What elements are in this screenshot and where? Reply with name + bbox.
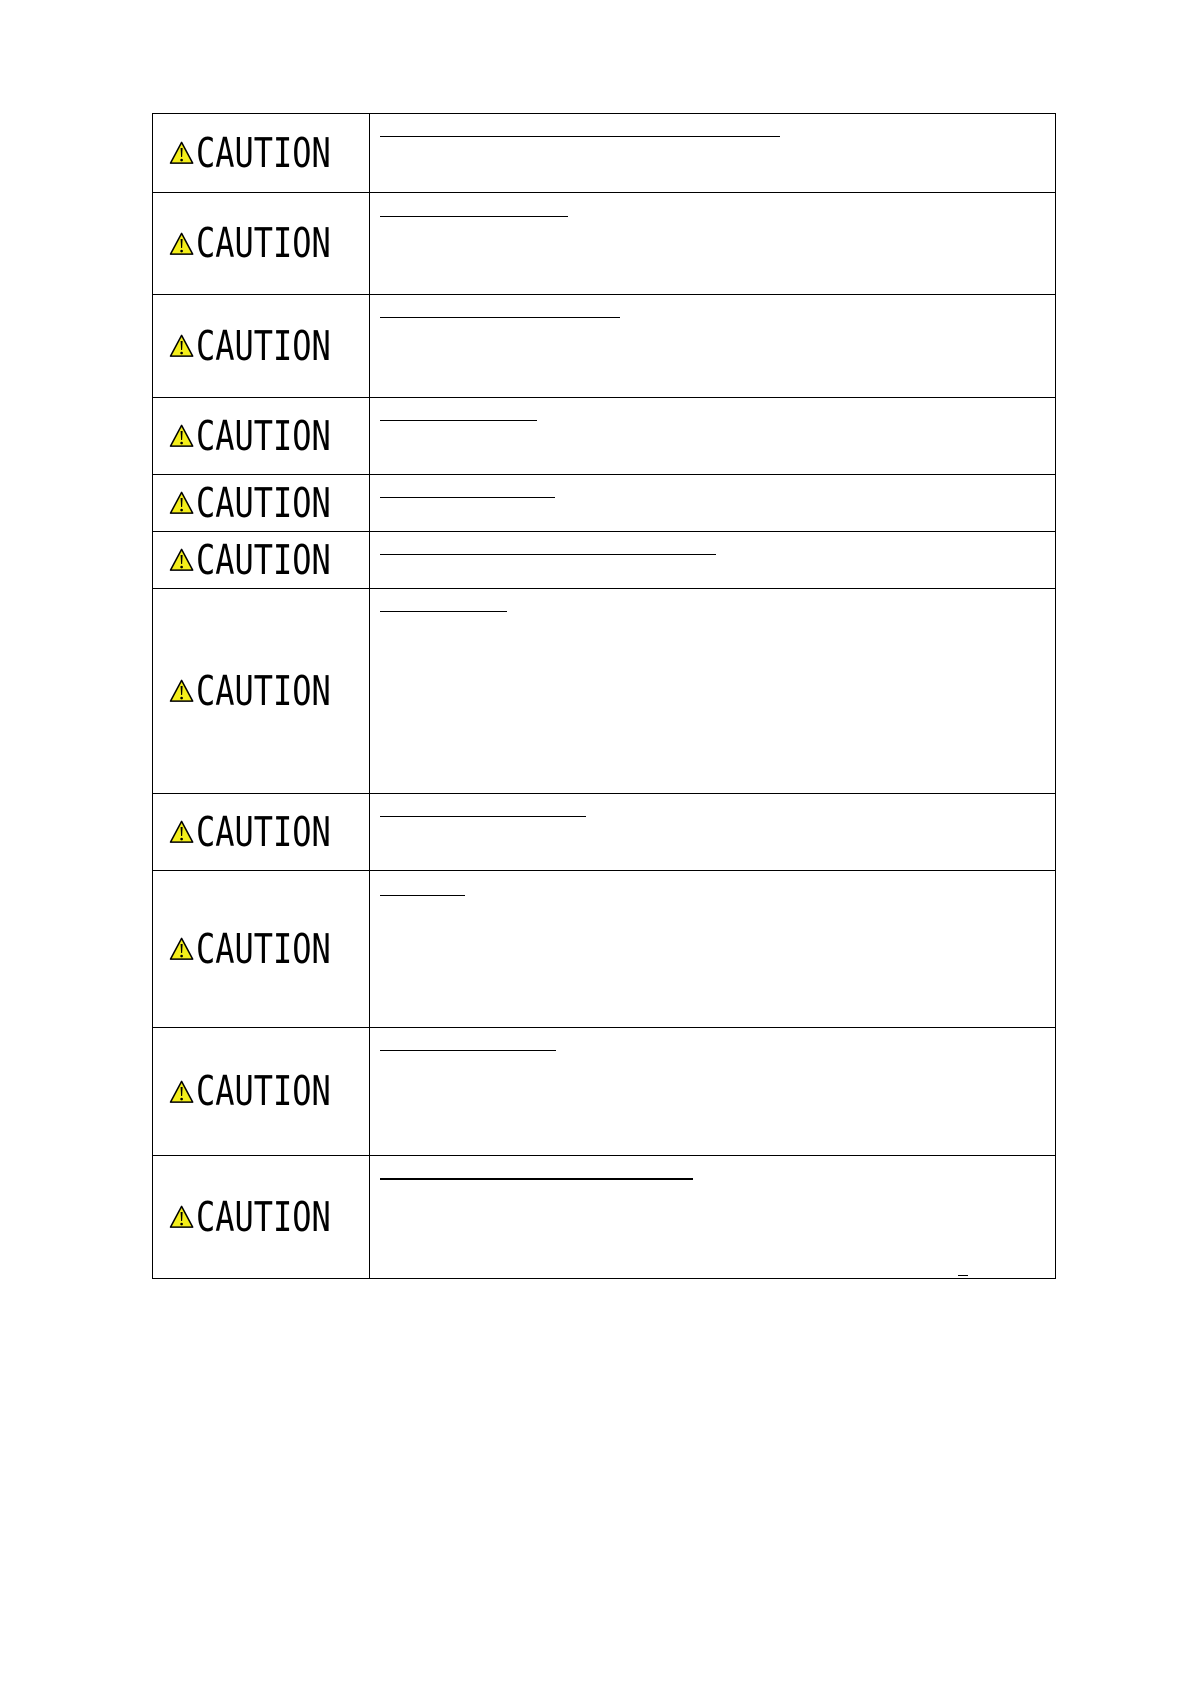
caution-row xyxy=(153,589,1056,794)
redacted-heading xyxy=(380,497,555,498)
caution-text-cell xyxy=(370,532,1056,589)
caution-label: CAUTION xyxy=(196,478,331,527)
caution-text-cell xyxy=(370,193,1056,295)
caution-row xyxy=(153,193,1056,295)
caution-label-cell xyxy=(153,398,370,475)
caution-text-cell xyxy=(370,475,1056,532)
warning-triangle-icon xyxy=(169,479,194,527)
caution-label-cell xyxy=(153,295,370,398)
warning-triangle-icon xyxy=(169,536,194,584)
caution-label: CAUTION xyxy=(196,219,331,267)
redacted-heading xyxy=(380,136,780,137)
caution-text-cell xyxy=(370,1156,1056,1279)
caution-label-cell xyxy=(153,1156,370,1279)
warning-triangle-icon xyxy=(169,412,194,460)
caution-row xyxy=(153,871,1056,1028)
caution-text-cell xyxy=(370,398,1056,475)
redacted-heading xyxy=(380,895,465,896)
caution-label-cell xyxy=(153,532,370,589)
warning-triangle-icon xyxy=(169,322,194,370)
redacted-heading xyxy=(380,1050,556,1051)
redacted-heading xyxy=(380,1178,693,1180)
caution-row xyxy=(153,1156,1056,1279)
caution-label-cell xyxy=(153,114,370,193)
caution-label-cell xyxy=(153,475,370,532)
caution-label: CAUTION xyxy=(196,535,331,584)
caution-row xyxy=(153,114,1056,193)
caution-row xyxy=(153,475,1056,532)
caution-text-cell xyxy=(370,114,1056,193)
caution-text-cell xyxy=(370,794,1056,871)
caution-label: CAUTION xyxy=(196,411,331,460)
caution-label: CAUTION xyxy=(196,1067,331,1115)
warning-triangle-icon xyxy=(169,808,194,856)
warning-triangle-icon xyxy=(169,925,194,973)
warning-triangle-icon xyxy=(169,1193,194,1241)
caution-label: CAUTION xyxy=(196,924,331,973)
end-mark xyxy=(958,1275,968,1276)
caution-label-cell xyxy=(153,193,370,295)
caution-label: CAUTION xyxy=(196,128,331,177)
caution-text-cell xyxy=(370,1028,1056,1156)
caution-text-cell xyxy=(370,589,1056,794)
redacted-heading xyxy=(380,216,568,217)
redacted-heading xyxy=(380,611,507,612)
caution-label-cell xyxy=(153,589,370,794)
caution-table xyxy=(152,113,1056,1279)
redacted-heading xyxy=(380,816,586,817)
caution-label: CAUTION xyxy=(196,666,331,715)
caution-label: CAUTION xyxy=(196,1192,331,1241)
caution-label-cell xyxy=(153,871,370,1028)
warning-triangle-icon xyxy=(169,1068,194,1116)
caution-row xyxy=(153,1028,1056,1156)
caution-row xyxy=(153,295,1056,398)
caution-label-cell xyxy=(153,1028,370,1156)
redacted-heading xyxy=(380,554,716,555)
caution-label: CAUTION xyxy=(196,807,331,856)
warning-triangle-icon xyxy=(169,667,194,715)
caution-row xyxy=(153,532,1056,589)
redacted-heading xyxy=(380,420,537,421)
caution-text-cell xyxy=(370,871,1056,1028)
caution-label-cell xyxy=(153,794,370,871)
caution-label: CAUTION xyxy=(196,321,331,370)
warning-triangle-icon xyxy=(169,220,194,268)
redacted-heading xyxy=(380,317,620,318)
warning-triangle-icon xyxy=(169,129,194,177)
caution-row xyxy=(153,794,1056,871)
caution-row xyxy=(153,398,1056,475)
caution-text-cell xyxy=(370,295,1056,398)
